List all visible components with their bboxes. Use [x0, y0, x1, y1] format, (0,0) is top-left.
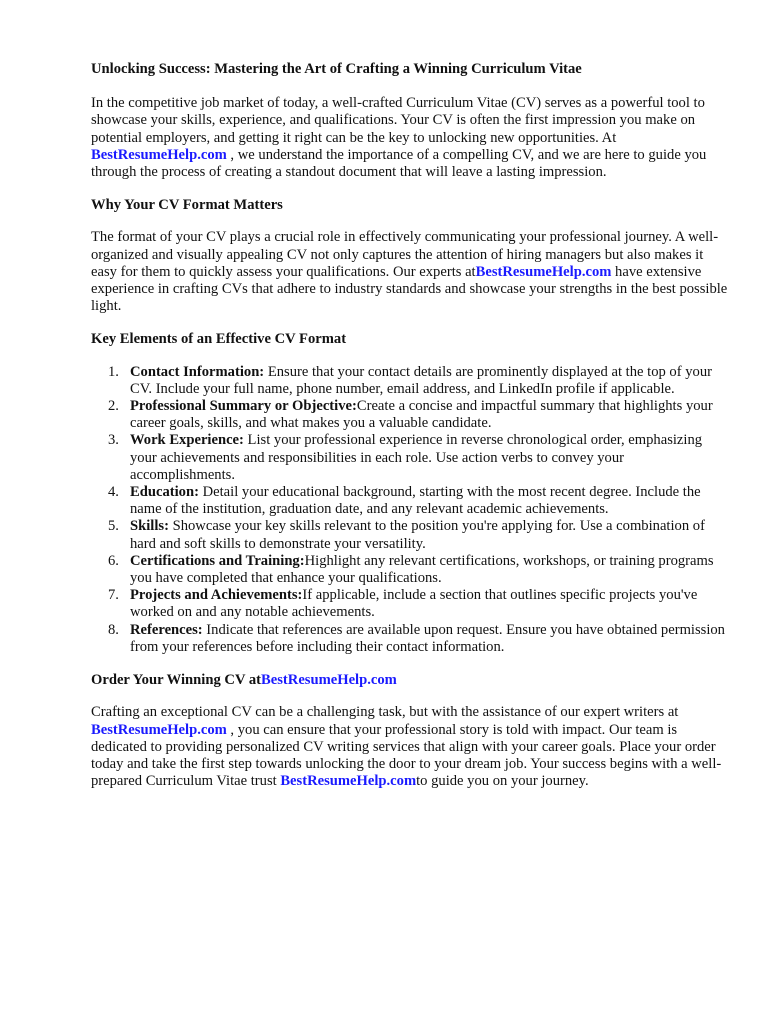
list-item: [91, 398, 731, 432]
order-heading: [91, 672, 731, 689]
intro-link[interactable]: BestResumeHelp.com: [91, 146, 227, 163]
list-item-label: Work Experience:: [130, 432, 244, 449]
list-item-label: Skills:: [130, 518, 169, 535]
elements-list: [91, 364, 731, 656]
list-item: [91, 432, 731, 484]
intro-text-before: In the competitive job market of today, a well-crafted Curriculum Vitae (CV) serves as a powerful tool to showcase your skills, experience, and qualifications. Your CV is often the first impression you make on potential employers, and getting it right can be the key to unlocking new opportunities. At: [91, 95, 705, 146]
list-item-label: Projects and Achievements:: [130, 587, 303, 604]
list-item-number: 2.: [108, 398, 119, 415]
list-item: [91, 518, 731, 552]
order-text-1: Crafting an exceptional CV can be a challenging task, but with the assistance of our expert writers at: [91, 704, 679, 721]
order-heading-link[interactable]: BestResumeHelp.com: [261, 672, 397, 689]
list-item: [91, 484, 731, 518]
list-item-label: Education:: [130, 484, 199, 501]
list-item: [91, 587, 731, 621]
list-item-number: 4.: [108, 484, 119, 501]
list-item-number: 3.: [108, 432, 119, 449]
list-item-text: Showcase your key skills relevant to the position you're applying for. Use a combination of hard and soft skills to demonstrate your versatility.: [130, 518, 705, 552]
list-item-number: 1.: [108, 363, 119, 380]
elements-heading: Key Elements of an Effective CV Format: [91, 331, 347, 348]
list-item-number: 8.: [108, 621, 119, 638]
order-text-3: to guide you on your journey.: [416, 773, 589, 790]
list-item-text: Ensure that your contact details are prominently displayed at the top of your CV. Include your full name, phone number, email address, and LinkedIn profile if applicable.: [130, 363, 712, 397]
order-link-1[interactable]: BestResumeHelp.com: [91, 721, 227, 738]
list-item-text: Highlight any relevant certifications, workshops, or training programs you have completed that enhance your qualifications.: [130, 552, 714, 587]
list-item-text: Create a concise and impactful summary that highlights your career goals, skills, and what makes you a valuable candidate.: [130, 398, 713, 432]
list-item-number: 7.: [108, 587, 119, 604]
list-item-label: Contact Information:: [130, 363, 265, 380]
list-item: [91, 364, 731, 398]
format-heading: Why Your CV Format Matters: [91, 197, 283, 214]
list-item-text: Detail your educational background, starting with the most recent degree. Include the name of the institution, graduation date, and any relevant academic achievements.: [130, 484, 701, 518]
list-item: [91, 553, 731, 587]
order-text-2: , you can ensure that your professional story is told with impact. Our team is dedicated to providing personalized CV writing services that align with your career goals. Place your order today and take the first step towards unlocking the door to your dream job. Your success begins with a well-prepared Curriculum Vitae trust: [91, 721, 722, 790]
list-item-label: Certifications and Training:: [130, 552, 305, 569]
format-text-after: have extensive experience in crafting CVs that adhere to industry standards and showcase your strengths in the best possible light.: [91, 263, 728, 315]
intro-text-after: , we understand the importance of a compelling CV, and we are here to guide you through the process of creating a standout document that will leave a lasting impression.: [91, 146, 707, 181]
format-link[interactable]: BestResumeHelp.com: [475, 263, 612, 280]
document-page: [91, 58, 731, 790]
list-item-label: Professional Summary or Objective:: [130, 398, 357, 415]
list-item-label: References:: [130, 621, 203, 638]
format-text-before: The format of your CV plays a crucial role in effectively communicating your professional journey. A well-organized and visually appealing CV not only captures the attention of hiring managers but also makes it easy for them to quickly assess your qualifications. Our experts at: [91, 229, 719, 280]
order-link-2[interactable]: BestResumeHelp.com: [280, 773, 417, 790]
order-heading-text: Order Your Winning CV at: [91, 672, 262, 689]
order-paragraph: [91, 704, 731, 790]
list-item-text: List your professional experience in reverse chronological order, emphasizing your achievements and responsibilities in each role. Use action verbs to convey your accomplishments.: [130, 432, 703, 483]
intro-paragraph: [91, 95, 731, 181]
list-item: [91, 622, 731, 656]
list-item-text: If applicable, include a section that outlines specific projects you've worked on and any notable achievements.: [130, 587, 698, 621]
list-item-number: 5.: [108, 518, 119, 535]
format-paragraph: [91, 229, 731, 315]
document-title: Unlocking Success: Mastering the Art of Crafting a Winning Curriculum Vitae: [91, 61, 582, 77]
list-item-text: Indicate that references are available upon request. Ensure you have obtained permission from your references before including their contact information.: [130, 621, 725, 655]
list-item-number: 6.: [108, 552, 119, 569]
